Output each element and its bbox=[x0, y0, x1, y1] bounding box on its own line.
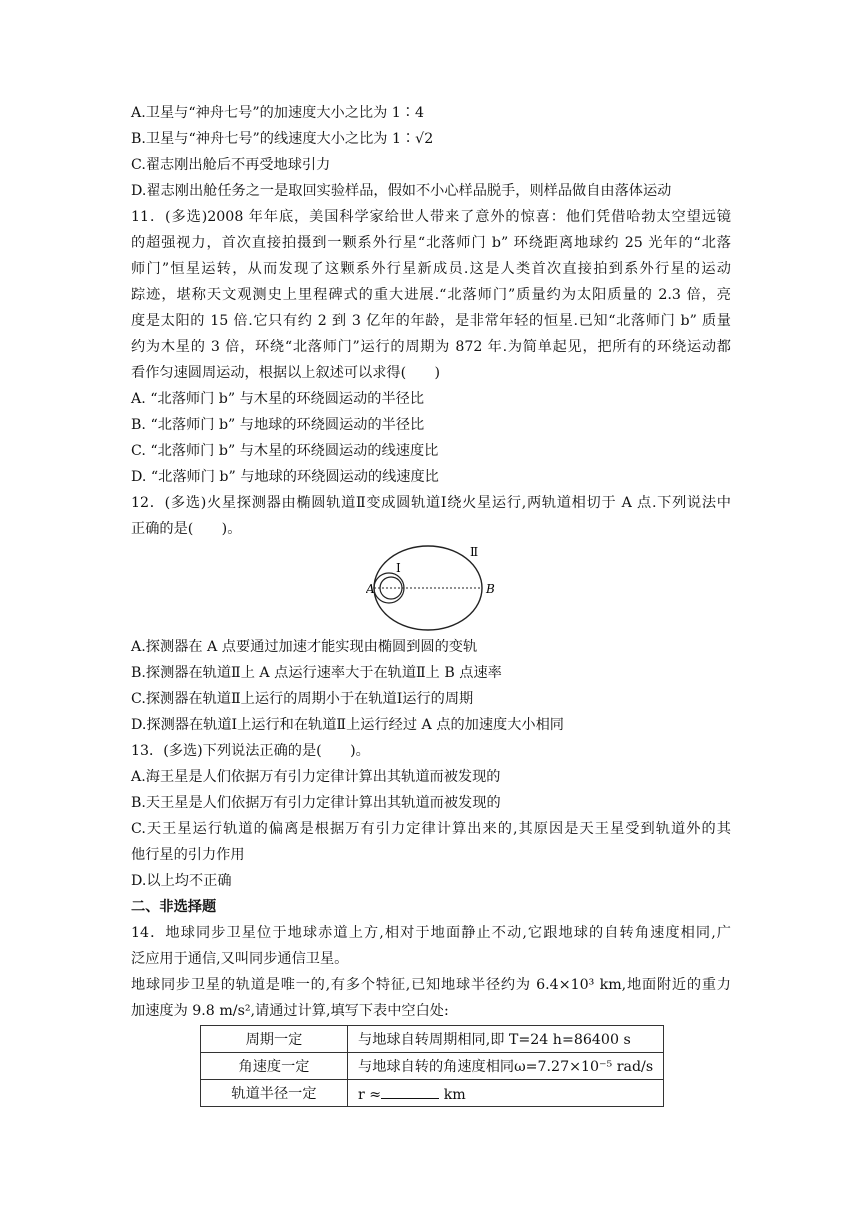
q13-option-c-cont: 他行星的引力作用 bbox=[131, 847, 245, 863]
answer-blank[interactable] bbox=[381, 1084, 439, 1099]
q10-option-b: B.卫星与“神舟七号”的线速度大小之比为 1∶√2 bbox=[131, 131, 434, 147]
exam-page bbox=[131, 100, 731, 1024]
table-key: 周期一定 bbox=[201, 1026, 348, 1053]
table-value bbox=[348, 1080, 664, 1107]
q11-option-b: B. “北落师门 b” 与地球的环绕圆运动的半径比 bbox=[131, 417, 425, 433]
table-row bbox=[201, 1053, 664, 1080]
table-value: 与地球自转周期相同,即 T=24 h=86400 s bbox=[348, 1026, 664, 1053]
q12-option-c: C.探测器在轨道Ⅱ上运行的周期小于在轨道Ⅰ运行的周期 bbox=[131, 691, 474, 707]
q14-line: 加速度为 9.8 m/s²,请通过计算,填写下表中空白处: bbox=[131, 1003, 449, 1019]
table-value: 与地球自转的角速度相同ω=7.27×10⁻⁵ rad/s bbox=[348, 1053, 664, 1080]
table-row bbox=[201, 1026, 664, 1053]
q13-stem: 13．(多选)下列说法正确的是( )。 bbox=[131, 743, 370, 759]
radius-unit: km bbox=[439, 1086, 466, 1103]
label-point-a: A bbox=[366, 582, 375, 596]
q11-stem-line: 踪迹，堪称天文观测史上里程碑式的重大进展.“北落师门”质量约为太阳质量的 2.3 倍，亮 bbox=[131, 287, 731, 303]
q11-option-c: C. “北落师门 b” 与木星的环绕圆运动的线速度比 bbox=[131, 443, 439, 459]
q11-stem-line: 师门”恒星运转，从而发现了这颗系外行星新成员.这是人类首次直接拍到系外行星的运动 bbox=[131, 261, 731, 277]
q11-option-a: A. “北落师门 b” 与木星的环绕圆运动的半径比 bbox=[131, 391, 425, 407]
radius-prefix: r ≈ bbox=[358, 1086, 382, 1103]
q12-stem-line: 正确的是( )。 bbox=[131, 521, 242, 537]
q14-line: 地球同步卫星的轨道是唯一的,有多个特征,已知地球半径约为 6.4×10³ km,地面附近的重力 bbox=[131, 977, 731, 993]
label-orbit-ii: Ⅱ bbox=[470, 545, 479, 559]
q13-option-a: A.海王星是人们依据万有引力定律计算出其轨道而被发现的 bbox=[131, 769, 501, 785]
q11-stem-line: 的超强视力，首次直接拍摄到一颗系外行星“北落师门 b” 环绕距离地球约 25 光年的“北落 bbox=[131, 235, 731, 251]
q12-option-b: B.探测器在轨道Ⅱ上 A 点运行速率大于在轨道Ⅱ上 B 点速率 bbox=[131, 665, 502, 681]
q11-stem-line: 度是太阳的 15 倍.它只有约 2 到 3 亿年的年龄，是非常年轻的恒星.已知“北落师门 b” 质量 bbox=[131, 313, 731, 329]
q11-stem-line: 约为木星的 3 倍，环绕“北落师门”运行的周期为 872 年.为简单起见，把所有的环绕运动都 bbox=[131, 339, 731, 355]
q11-stem-line: 11．(多选)2008 年年底，美国科学家给世人带来了意外的惊喜：他们凭借哈勃太空望远镜 bbox=[131, 209, 731, 225]
satellite-table bbox=[200, 1025, 664, 1107]
q13-option-b: B.天王星是人们依据万有引力定律计算出其轨道而被发现的 bbox=[131, 795, 501, 811]
q11-option-d: D. “北落师门 b” 与地球的环绕圆运动的线速度比 bbox=[131, 469, 439, 485]
section-title: 二、非选择题 bbox=[131, 899, 217, 915]
q10-option-c: C.翟志刚出舱后不再受地球引力 bbox=[131, 157, 331, 173]
orbit-diagram bbox=[366, 542, 500, 634]
table-key: 轨道半径一定 bbox=[201, 1080, 348, 1107]
q13-option-d: D.以上均不正确 bbox=[131, 873, 232, 889]
label-point-b: B bbox=[486, 582, 495, 596]
q13-option-c: C.天王星运行轨道的偏离是根据万有引力定律计算出来的,其原因是天王星受到轨道外的其 bbox=[131, 821, 731, 837]
q10-option-a: A.卫星与“神舟七号”的加速度大小之比为 1∶4 bbox=[131, 105, 425, 121]
q10-option-d: D.翟志刚出舱任务之一是取回实验样品，假如不小心样品脱手，则样品做自由落体运动 bbox=[131, 183, 672, 199]
q12-option-a: A.探测器在 A 点要通过加速才能实现由椭圆到圆的变轨 bbox=[131, 639, 478, 655]
q12-stem-line: 12．(多选)火星探测器由椭圆轨道Ⅱ变成圆轨道Ⅰ绕火星运行,两轨道相切于 A 点.下列说法中 bbox=[131, 495, 731, 511]
q11-stem-line: 看作匀速圆周运动，根据以上叙述可以求得( ) bbox=[131, 365, 441, 381]
label-orbit-i: Ⅰ bbox=[396, 561, 401, 575]
q14-line: 泛应用于通信,又叫同步通信卫星。 bbox=[131, 951, 349, 967]
q12-option-d: D.探测器在轨道Ⅰ上运行和在轨道Ⅱ上运行经过 A 点的加速度大小相同 bbox=[131, 717, 564, 733]
table-row bbox=[201, 1080, 664, 1107]
table-key: 角速度一定 bbox=[201, 1053, 348, 1080]
q14-line: 14．地球同步卫星位于地球赤道上方,相对于地面静止不动,它跟地球的自转角速度相同,广 bbox=[131, 925, 731, 941]
